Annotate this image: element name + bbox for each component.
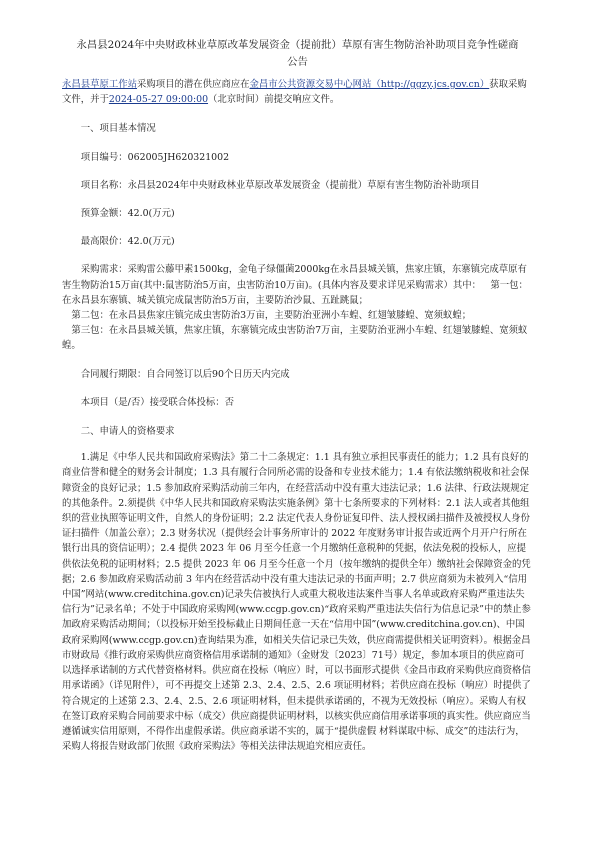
deadline-link[interactable]: 2024-05-27 09:00:00 <box>108 94 209 106</box>
section-heading-2: 二、申请人的资格要求 <box>80 426 175 438</box>
intro-text-1: 采购项目的潜在供应商应在 <box>137 79 250 90</box>
platform-link[interactable]: 金昌市公共资源交易中心网站（http://ggzy.jcs.gov.cn） <box>249 79 490 90</box>
intro-text-3: （北京时间）前提交响应文件。 <box>208 94 340 106</box>
max-price: 最高限价：42.0(万元) <box>80 236 175 248</box>
demand-package-3: 第三包：在永昌县城关镇，焦家庄镇，东寨镇完成虫害防治7万亩，主要防治亚洲小车蝗、红翅皱膝蝗、宽须蚁蝗。 <box>62 325 528 352</box>
section-heading-1: 一、项目基本情况 <box>80 123 156 135</box>
intro-text-2: 获取采购文件，并于 <box>62 79 527 106</box>
project-name: 项目名称：永昌县2024年中央财政林业草原改革发展资金（提前批）草原有害生物防治补助项目 <box>80 179 480 191</box>
demand-main: 采购需求：采购雷公藤甲素1500kg，金龟子绿僵菌2000kg在永昌县城关镇，焦家庄镇，东寨镇完成草原有害生物防治15万亩(其中:鼠害防治5万亩，虫害防治10万亩)。(具体内容及要求详见采购需求）其中： <box>62 264 527 291</box>
qualification-requirements: 1.满足《中华人民共和国政府采购法》第二十二条规定：1.1 具有独立承担民事责任的能力；1.2 具有良好的商业信誉和健全的财务会计制度；1.3 具有履行合同所必需的设备和专业技术能力；1.4 有依法缴纳税收和社会保障资金的良好记录；1.5 参加政府采购活动前三年内，在经营活动中没有重大违法记录；1.6 法律、行政法规规定的其他条件。2.须提供《中华人民共和国政府采购法实施条例》第十七条所要求的下列材料：2.1 法人或者其他组织的营业执照等证明文件，自然人的身份证明；2.2 法定代表人身份证复印件、法人授权函扫描件及被授权人身份证扫描件（加盖公章）；2.3 财务状况（提供经会计事务所审计的 2022 年度财务审计报告或近两个月开户行所在银行出具的资信证明）；2.4 提供 2023 年 06 月至今任意一个月缴纳任意税种的凭据，依法免税的投标人，应提供依法免税的证明材料；2.5 提供 2023 年 06 月至今任意一个月（按年缴纳的提供全年）缴纳社会保障资金的凭据；2.6 参加政府采购活动前 3 年内在经营活动中没有重大违法记录的书面声明；2.7 供应商须为未被列入“信用中国”网站(www.creditchina.gov.cn)记录失信被执行人或重大税收违法案件当事人名单或政府采购严重违法失信行为”记录名单；不处于中国政府采购网(www.ccgp.gov.cn)“政府采购严重违法失信行为信息记录”中的禁止参加政府采购活动期间；（以投标开始至投标截止日期间任意一天在“信用中国”(www.creditchina.gov.cn)、中国政府采购网(www.ccgp.gov.cn)查询结果为准，如相关失信记录已失效，供应商需提供相关证明资料）。根据金昌市财政局《推行政府采购供应商资格信用承诺制的通知》（金财发〔2023〕71号）规定，参加本项目的供应商可以选择承诺制的方式代替资格材料。供应商在投标（响应）时，可以书面形式提供《金昌市政府采购供应商资格信用承诺函》（详见附件），可不再提交上述第 2.3、2.4、2.5、2.6 项证明材料；若供应商在投标（响应）时提供了符合规定的上述第 2.3、2.4、2.5、2.6 项证明材料，但未提供承诺函的，不视为无效投标（响应）。采购人有权在签订政府采购合同前要求中标（成交）供应商提供证明材料，以核实供应商信用承诺事项的真实性。供应商应当遵循诚实信用原则，不得作出虚假承诺。供应商承诺不实的，属于“提供虚假 材料谋取中标、成交”的违法行为，采购人将报告财政部门依照《政府采购法》等相关法律法规追究相应责任。 <box>62 452 531 753</box>
project-number: 项目编号：062005JH620321002 <box>80 151 230 163</box>
contract-period: 合同履行期限：自合同签订以后90个日历天内完成 <box>80 368 290 380</box>
intro-paragraph <box>62 77 533 107</box>
demand-package-1: 第一包：在永昌县东寨镇、城关镇完成鼠害防治5万亩，主要防治沙鼠、五趾跳鼠； <box>62 279 528 306</box>
demand-package-2: 第二包：在永昌县焦家庄镇完成虫害防治3万亩，主要防治亚洲小车蝗、红翅皱膝蝗、宽须蚁蝗； <box>71 310 472 322</box>
consortium-policy: 本项目（是/否）接受联合体投标：否 <box>80 396 234 408</box>
agency-link[interactable]: 永昌县草原工作站 <box>62 79 138 90</box>
page-title: 永昌县2024年中央财政林业草原改革发展资金（提前批）草原有害生物防治补助项目竞争性磋商公告 <box>76 39 519 68</box>
budget-amount: 预算金额：42.0(万元) <box>80 208 175 220</box>
procurement-demand <box>62 262 533 353</box>
